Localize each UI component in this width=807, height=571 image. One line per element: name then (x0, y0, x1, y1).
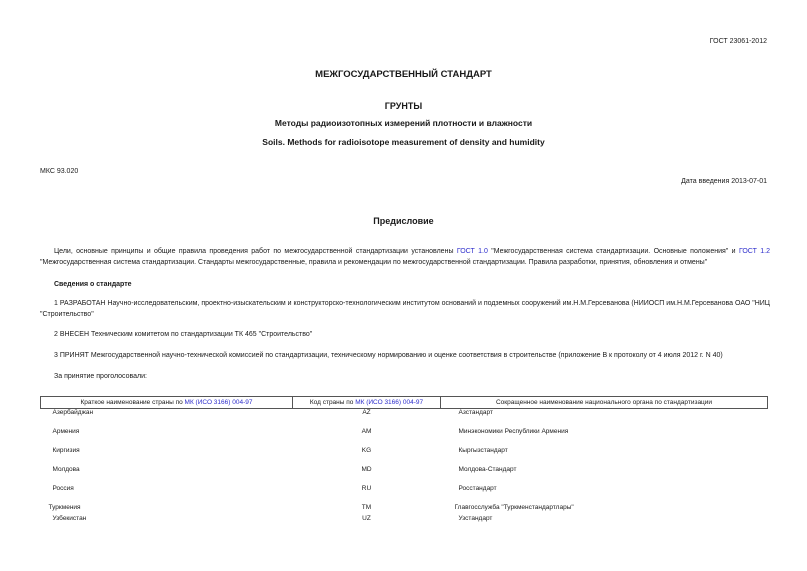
info-heading: Сведения о стандарте (54, 281, 132, 288)
mk-iso-link[interactable]: МК (ИСО 3166) 004-97 (184, 399, 253, 406)
gost-1-2-link[interactable]: ГОСТ 1.2 (738, 248, 770, 255)
table-row (41, 466, 768, 485)
header-organization: Сокращенное наименование национального органа по стандартизации (441, 397, 768, 409)
organization-cell: Росстандарт (458, 485, 497, 492)
voting-countries-table (40, 396, 768, 526)
country-cell: Узбекистан (52, 515, 87, 522)
preface-paragraph: Цели, основные принципы и общие правила проведения работ по межгосударственной стандартизации установлены ГОСТ 1.0 "Межгосударственная система стандартизации. Основные положения" и ГОСТ 1.2 "Межгосударственная система стандартизации. Стандарты межгосударственные, правила и рекомендации по межгосударственной стандартизации. Правила разработки, принятия, обновления и отмены" (40, 248, 770, 266)
code-cell: TM (361, 504, 372, 511)
code-cell: MD (361, 466, 372, 473)
code-cell: AZ (362, 409, 371, 416)
table-header-row (41, 397, 768, 409)
table-row (41, 485, 768, 504)
table-row (41, 515, 768, 526)
table-row (41, 504, 768, 515)
header-country: Краткое наименование страны по МК (ИСО 3166) 004-97 (41, 397, 293, 409)
organization-cell: Главгосслужба "Туркменстандартлары" (454, 504, 574, 511)
table-row (41, 409, 768, 429)
document-code: ГОСТ 23061-2012 (709, 38, 767, 45)
introduction-date: Дата введения 2013-07-01 (681, 178, 767, 185)
table-row (41, 447, 768, 466)
standard-type-heading: МЕЖГОСУДАРСТВЕННЫЙ СТАНДАРТ (315, 69, 492, 80)
organization-cell: Минэкономики Республики Армения (458, 428, 569, 435)
country-cell: Россия (52, 485, 74, 492)
country-cell: Армения (52, 428, 80, 435)
organization-cell: Молдова-Стандарт (458, 466, 517, 473)
header-code: Код страны по МК (ИСО 3166) 004-97 (293, 397, 441, 409)
item-adopted: 3 ПРИНЯТ Межгосударственной научно-технической комиссией по стандартизации, техническому нормированию и оценке соответствия в строительстве (приложение В к протоколу от 4 июля 2012 г. N 40) (54, 352, 723, 359)
gost-1-0-link[interactable]: ГОСТ 1.0 (456, 248, 488, 255)
preface-heading: Предисловие (373, 216, 434, 226)
item-introduced: 2 ВНЕСЕН Техническим комитетом по стандартизации ТК 465 "Строительство" (54, 331, 313, 338)
code-cell: RU (361, 485, 372, 492)
organization-cell: Азстандарт (458, 409, 493, 416)
country-cell: Молдова (52, 466, 80, 473)
document-subtitle-en: Soils. Methods for radioisotope measurement of density and humidity (262, 137, 545, 147)
document-subtitle-ru: Методы радиоизотопных измерений плотности и влажности (274, 118, 533, 128)
country-cell: Азербайджан (52, 409, 94, 416)
item-developed: 1 РАЗРАБОТАН Научно-исследовательским, проектно-изыскательским и конструкторско-технологическим институтом оснований и подземных сооружений им.Н.М.Герсеванова (НИИОСП им.Н.М.Герсеванова ОАО "НИЦ "Строительство" (40, 300, 770, 318)
code-cell: UZ (362, 515, 371, 522)
mks-code: МКС 93.020 (40, 168, 79, 175)
country-cell: Туркмения (48, 504, 81, 511)
document-title: ГРУНТЫ (384, 101, 423, 111)
table-row (41, 428, 768, 447)
organization-cell: Кыргызстандарт (458, 447, 508, 454)
voted-label: За принятие проголосовали: (54, 373, 147, 380)
code-cell: AM (361, 428, 372, 435)
country-cell: Киргизия (52, 447, 80, 454)
organization-cell: Узстандарт (458, 515, 493, 522)
mk-iso-link[interactable]: МК (ИСО 3166) 004-97 (355, 399, 424, 406)
code-cell: KG (361, 447, 372, 454)
